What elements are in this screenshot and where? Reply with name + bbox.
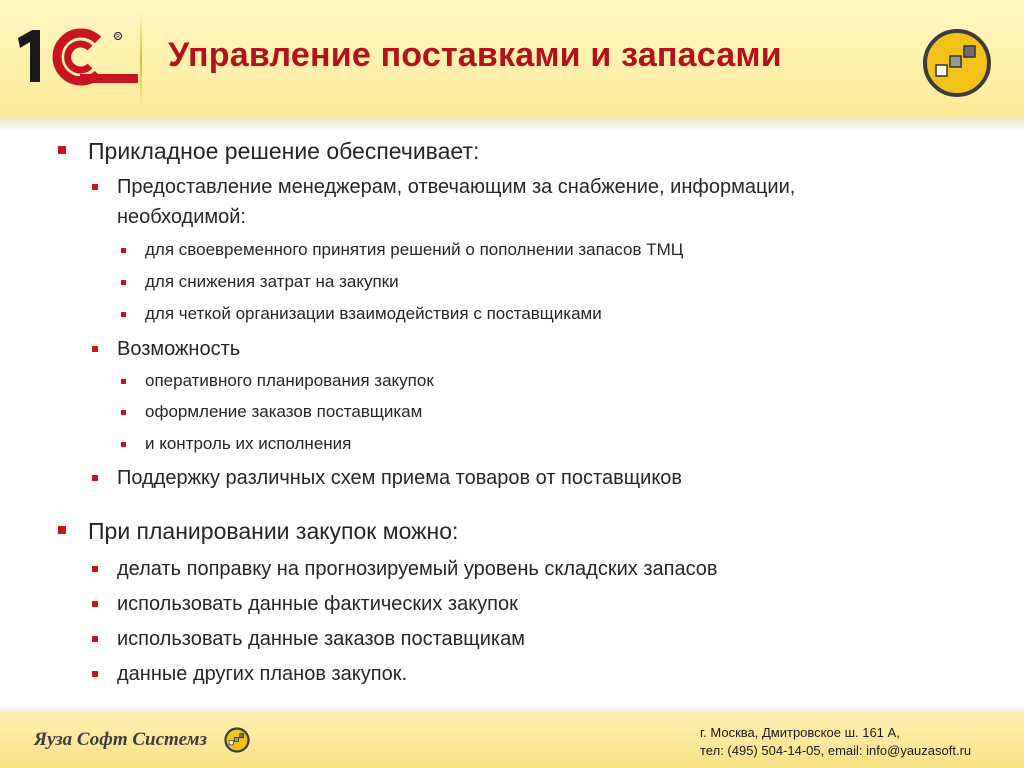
list-item [145,304,602,324]
list-item-text: для снижения затрат на закупки [145,272,399,291]
bullet-icon [121,379,126,384]
footer-brand: Яуза Софт Системз [34,729,207,750]
bullet-icon [92,184,98,190]
list-item [117,554,718,584]
contact-info [700,724,971,760]
list-item [145,272,399,292]
bullet-icon [92,475,98,481]
1c-logo-icon [14,24,142,92]
list-item-text: делать поправку на прогнозируемый уровень складских запасов [117,558,718,580]
list-item-text: использовать данные фактических закупок [117,593,518,615]
bullet-icon [58,526,66,534]
header-shadow [0,118,1024,132]
list-item [145,371,434,391]
yauzasoft-emblem-icon [922,28,992,98]
list-item-text: использовать данные заказов поставщикам [117,628,525,650]
list-item-text: данные других планов закупок. [117,663,408,685]
yauzasoft-emblem-icon [224,727,250,753]
list-item-text: и контроль их исполнения [145,434,352,453]
list-item [117,172,795,232]
list-item-text: Возможность [117,338,241,360]
bullet-icon [92,636,98,642]
bullet-icon [121,442,126,447]
list-item [145,434,351,454]
list-item [88,518,458,545]
svg-text:R: R [116,34,120,40]
list-item [145,402,422,422]
header-divider [140,12,142,108]
footer-shadow [0,704,1024,712]
list-item [145,240,683,260]
list-item-text: оперативного планирования закупок [145,371,434,390]
bullet-icon [92,671,98,677]
list-item-text: для своевременного принятия решений о пополнении запасов ТМЦ [145,240,684,259]
section-heading: Прикладное решение обеспечивает: [88,138,480,164]
list-item-text: для четкой организации взаимодействия с поставщиками [145,304,602,323]
list-item-text: оформление заказов поставщикам [145,402,423,421]
address: г. Москва, Дмитровское ш. 161 А, [700,725,900,740]
bullet-icon [92,566,98,572]
list-item [117,334,240,364]
list-item [117,624,525,654]
list-item [117,463,682,493]
list-item [117,659,407,689]
contacts: тел: (495) 504-14-05, email: info@yauzasoft.ru [700,743,972,758]
list-item-text: Поддержку различных схем приема товаров от поставщиков [117,467,683,489]
bullet-icon [92,601,98,607]
bullet-icon [121,280,126,285]
page-title: Управление поставками и запасами [168,36,782,74]
section-heading: При планировании закупок можно: [88,518,459,544]
bullet-icon [92,346,98,352]
list-item-text: Предоставление менеджерам, отвечающим за снабжение, информации, [117,176,796,198]
list-item [88,138,479,165]
bullet-icon [58,146,66,154]
bullet-icon [121,312,126,317]
list-item [117,589,518,619]
bullet-icon [121,248,126,253]
bullet-icon [121,410,126,415]
list-item-text: необходимой: [117,206,246,228]
